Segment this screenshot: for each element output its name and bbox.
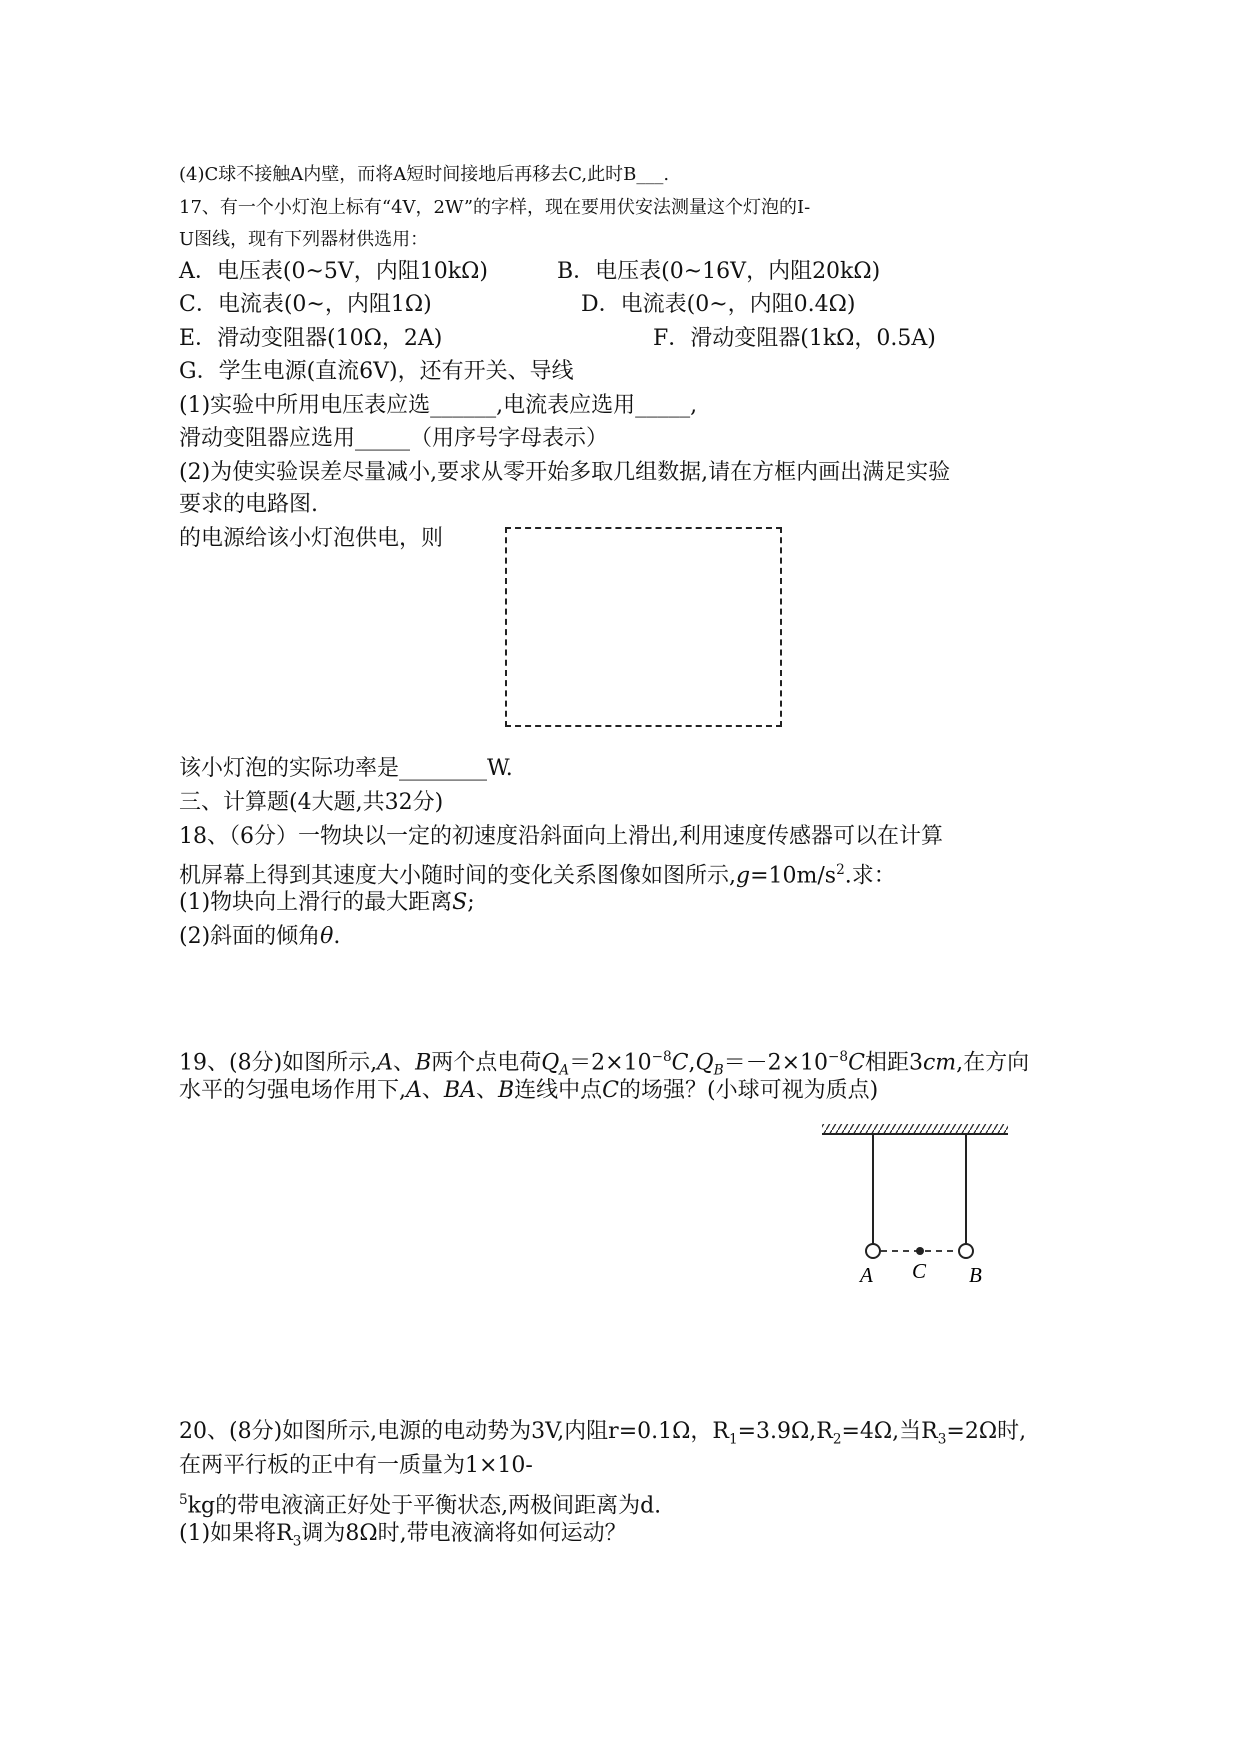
q19-line2: [179, 1076, 878, 1106]
q19-l1-k: 相距3: [864, 1050, 923, 1076]
q19-l1-j: C: [848, 1050, 865, 1076]
q19-l1-b: A: [377, 1050, 394, 1076]
q20-l1-sub1: 1: [728, 1431, 738, 1448]
q17-option-a: A．电压表(0~5V，内阻10kΩ): [179, 259, 488, 284]
q20-l3-sup: 5: [179, 1492, 188, 1508]
q17-part2-line1: (2)为使实验误差尽量减小,要求从零开始多取几组数据,请在方框内画出满足实验: [179, 460, 951, 485]
q20-l1-c: =4Ω,当R: [841, 1419, 938, 1444]
q18-g-symbol: g: [736, 863, 751, 889]
q19-l2-f: B: [497, 1078, 515, 1103]
q17-part3: 的电源给该小灯泡供电，则: [179, 526, 444, 551]
q20-line2: 在两平行板的正中有一质量为1×10-: [179, 1453, 533, 1478]
q19-l1-c: 、: [393, 1050, 416, 1076]
q19-l1-f-exp: −8: [651, 1049, 672, 1065]
q16-part4: (4)C球不接触A内壁，而将A短时间接地后再移去C,此时B___.: [179, 164, 670, 185]
q18-part1-end: ;: [467, 890, 475, 915]
label-a: A: [860, 1263, 873, 1287]
q17-option-f: F．滑动变阻器(1kΩ，0.5A): [653, 326, 936, 351]
q20-l1-a: 20、(8分)如图所示,电源的电动势为3V,内阻r=0.1Ω，R: [179, 1419, 729, 1444]
q18-part1: [179, 888, 475, 918]
midpoint-c: [916, 1247, 924, 1255]
q19-l2-g: 连线中点: [514, 1078, 603, 1103]
q19-figure: [820, 1120, 1015, 1295]
q18-part2-text: (2)斜面的倾角: [179, 924, 321, 949]
q18-line2-text: 机屏幕上得到其速度大小随时间的变化关系图像如图所示,: [179, 863, 736, 889]
q20-l1-b: =3.9Ω,R: [737, 1419, 833, 1444]
q20-part1: [179, 1519, 627, 1556]
q17-option-e: E．滑动变阻器(10Ω，2A): [179, 326, 443, 351]
q20-l3-text: kg的带电液滴正好处于平衡状态,两极间距离为d.: [187, 1493, 662, 1519]
q17-option-g: G．学生电源(直流6V)，还有开关、导线: [179, 359, 574, 384]
q17-part4: 该小灯泡的实际功率是________W.: [179, 756, 513, 781]
q18-part1-var: S: [452, 890, 468, 915]
q20-line3: [179, 1485, 661, 1521]
q19-l1-a: 19、(8分)如图所示,: [179, 1050, 378, 1076]
q19-l2-h: C: [602, 1078, 620, 1103]
q19-l1-f: ＝2×10: [569, 1050, 652, 1076]
q19-l2-c: 、: [421, 1078, 444, 1103]
ball-b: [959, 1244, 973, 1258]
q20-p1-a: (1)如果将R: [179, 1521, 293, 1546]
q20-l1-sub2: 2: [832, 1431, 842, 1448]
q19-l1-m: ,在方向: [956, 1050, 1030, 1076]
q17-part1-line2: 滑动变阻器应选用_____（用序号字母表示）: [179, 426, 609, 451]
q19-l2-b: A: [406, 1078, 422, 1103]
q19-l1-l: cm: [922, 1050, 957, 1076]
q17-option-d: D．电流表(0~，内阻0.4Ω): [581, 292, 856, 317]
q18-g-value: =10m/s: [750, 863, 837, 889]
q19-l1-i: ＝－2×10: [723, 1050, 829, 1076]
q20-p1-sub: 3: [292, 1533, 302, 1550]
q18-line2-end: .求：: [844, 863, 896, 889]
q19-qb: Q: [695, 1050, 714, 1076]
q20-line1: [179, 1417, 1026, 1454]
q18-part1-text: (1)物块向上滑行的最大距离: [179, 890, 453, 915]
q18-part2: [179, 922, 340, 952]
q19-l1-h: ,: [688, 1050, 696, 1076]
circuit-drawing-box: [505, 527, 782, 727]
q19-qa-sub: A: [559, 1062, 570, 1079]
q17-option-b: B．电压表(0~16V，内阻20kΩ): [557, 259, 881, 284]
q19-qb-sub: B: [713, 1062, 724, 1079]
q19-qa: Q: [541, 1050, 560, 1076]
label-b: B: [969, 1263, 982, 1287]
q17-line2: U图线，现有下列器材供选用：: [179, 229, 429, 250]
q19-l2-e: 、: [475, 1078, 498, 1103]
q19-l2-i: 的场强？(小球可视为质点): [619, 1078, 879, 1103]
q20-p1-b: 调为8Ω时,带电液滴将如何运动？: [301, 1521, 627, 1546]
ball-a: [866, 1244, 880, 1258]
q18-g-exponent: 2: [836, 862, 845, 878]
q18-line2: [179, 855, 896, 891]
q19-l1-g: C: [671, 1050, 689, 1076]
section3-heading: 三、计算题(4大题,共32分): [179, 790, 444, 815]
q18-part2-end: .: [333, 924, 341, 949]
q19-l2-a: 水平的匀强电场作用下,: [179, 1078, 406, 1103]
q17-part2-line2: 要求的电路图.: [179, 492, 318, 517]
q20-l1-sub3: 3: [937, 1431, 947, 1448]
q19-l1-d: B: [415, 1050, 432, 1076]
q20-l1-d: =2Ω时,: [946, 1419, 1027, 1444]
q17-part1-line1: (1)实验中所用电压表应选______,电流表应选用_____,: [179, 393, 698, 418]
q19-l1-i-exp: −8: [828, 1049, 849, 1065]
q19-l2-d: BA: [443, 1078, 476, 1103]
q18-line1: 18、（6分）一物块以一定的初速度沿斜面向上滑出,利用速度传感器可以在计算: [179, 824, 943, 849]
label-c: C: [912, 1259, 927, 1283]
ceiling-hatch: [822, 1124, 1008, 1134]
q17-line1: 17、有一个小灯泡上标有“4V，2W”的字样，现在要用伏安法测量这个灯泡的I-: [179, 197, 811, 218]
q17-option-c: C．电流表(0~，内阻1Ω): [179, 292, 432, 317]
q19-l1-e: 两个点电荷: [431, 1050, 542, 1076]
q18-part2-var: θ: [320, 924, 334, 949]
